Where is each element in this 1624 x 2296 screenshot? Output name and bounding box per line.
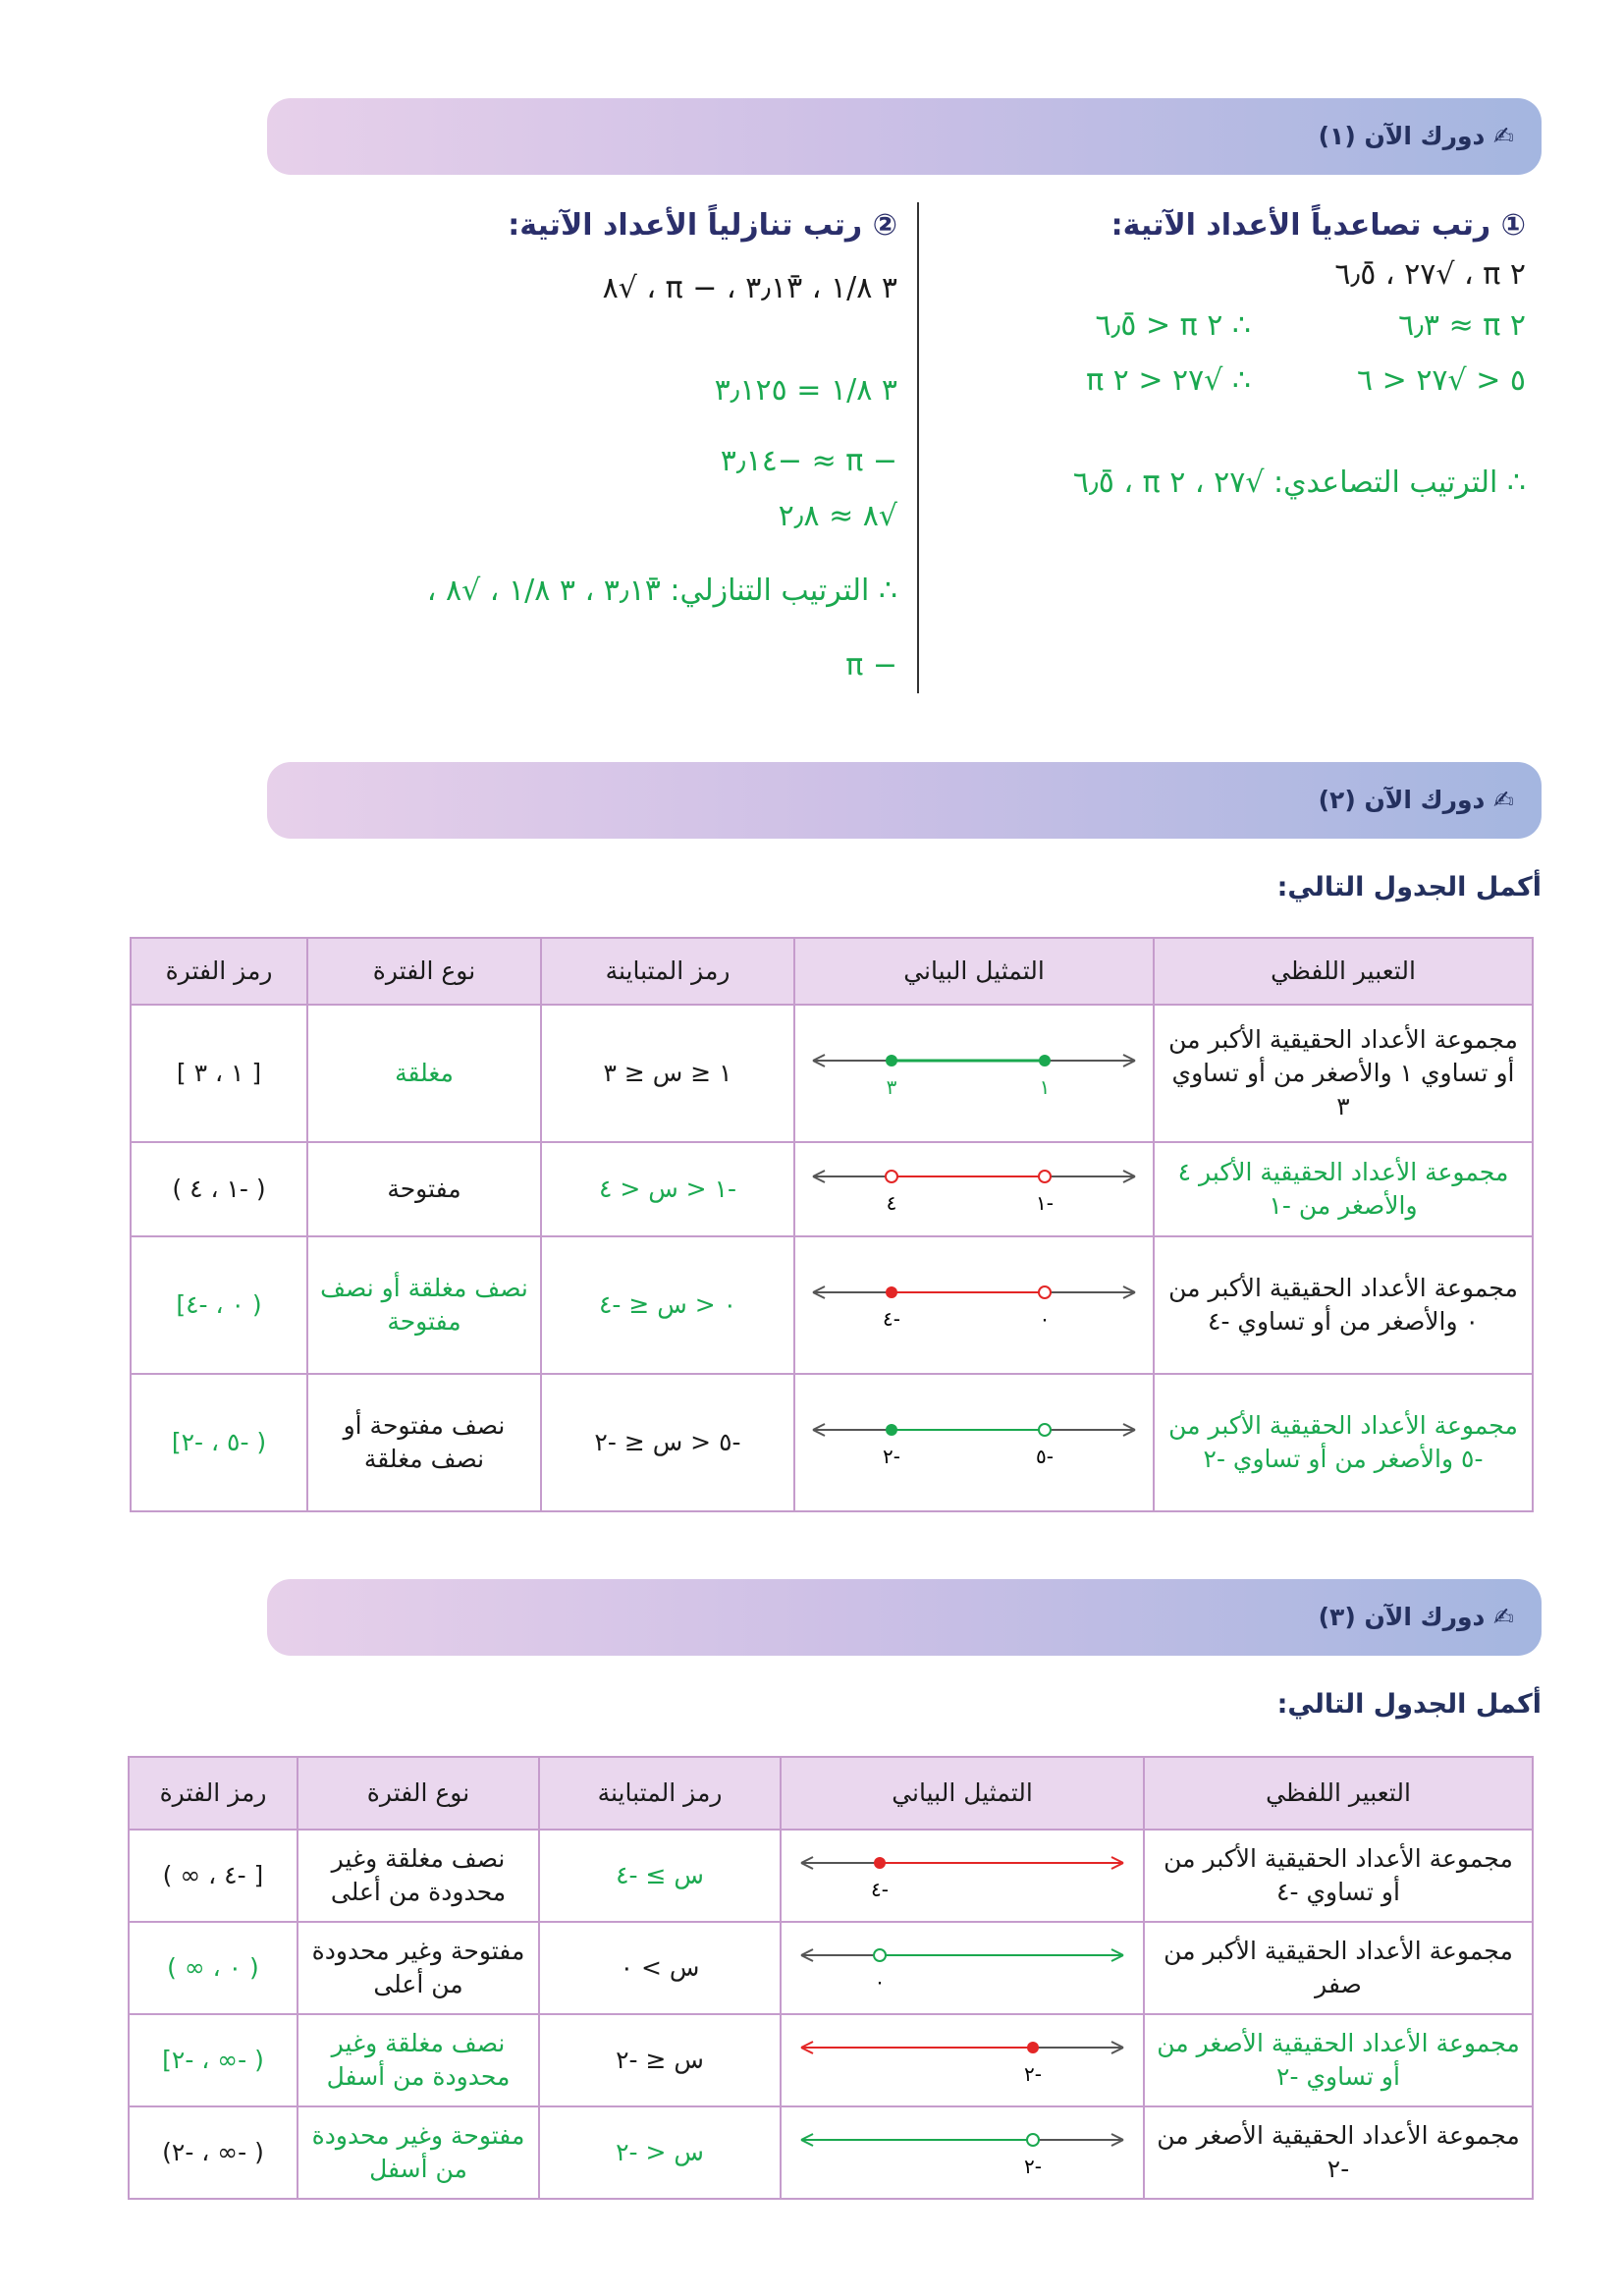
section-title-1: ✍ دورك الآن (١) bbox=[1318, 122, 1514, 150]
number-line bbox=[805, 1271, 1143, 1339]
interval-cell: ( -٥ ، -٢] bbox=[131, 1374, 307, 1511]
type-cell: مفتوحة وغير محدودة من أعلى bbox=[298, 1922, 539, 2014]
table1-subtitle: أكمل الجدول التالي: bbox=[1276, 872, 1542, 902]
table-row bbox=[131, 1236, 1533, 1374]
closed-endpoint bbox=[886, 1286, 897, 1298]
verbal-cell: مجموعة الأعداد الحقيقية الأكبر من أو تساوي -٤ bbox=[1144, 1830, 1533, 1922]
number-line bbox=[805, 1039, 1143, 1108]
inequality-cell: ٠ < س ≤ -٤ bbox=[541, 1236, 794, 1374]
col-header-interval: رمز الفترة bbox=[129, 1757, 298, 1830]
interval-cell: ( -١ ، ٤ ) bbox=[131, 1142, 307, 1236]
interval-cell: ( -∞ ، -٢) bbox=[129, 2106, 298, 2199]
verbal-cell: مجموعة الأعداد الحقيقية الأكبر ٤ والأصغر من -١ bbox=[1154, 1142, 1533, 1236]
column-divider bbox=[917, 202, 919, 693]
table-row bbox=[131, 1142, 1533, 1236]
inequality-cell: ١ ≤ س ≤ ٣ bbox=[541, 1005, 794, 1142]
number-line bbox=[805, 1408, 1143, 1477]
number-line bbox=[793, 2118, 1131, 2187]
table2-subtitle: أكمل الجدول التالي: bbox=[1276, 1689, 1542, 1720]
col-header-type: نوع الفترة bbox=[298, 1757, 539, 1830]
section-banner-1 bbox=[267, 98, 1542, 175]
closed-endpoint bbox=[1039, 1055, 1051, 1066]
endpoint-label-right: -١ bbox=[1036, 1191, 1054, 1215]
type-cell: مفتوحة bbox=[307, 1142, 541, 1236]
endpoint-label: -٢ bbox=[1024, 2062, 1042, 2086]
q2-step2: − π ≈ −٣٫١٤ bbox=[720, 444, 897, 478]
endpoint-label-left: -٤ bbox=[883, 1307, 900, 1331]
number-line bbox=[793, 2026, 1131, 2095]
verbal-cell: مجموعة الأعداد الحقيقية الأصغر من أو تساوي -٢ bbox=[1144, 2014, 1533, 2106]
endpoint-label-right: -٥ bbox=[1036, 1445, 1054, 1468]
type-cell: نصف مغلقة وغير محدودة من أعلى bbox=[298, 1830, 539, 1922]
q2-heading-text: ② رتب تنازلياً الأعداد الآتية: bbox=[508, 208, 897, 243]
type-cell: نصف مفتوحة أو نصف مغلقة bbox=[307, 1374, 541, 1511]
type-cell: نصف مغلقة وغير محدودة من أسفل bbox=[298, 2014, 539, 2106]
endpoint-label: -٤ bbox=[871, 1878, 889, 1901]
q2-numbers: ٣ ١/٨ ، ٣٫١٣̄ ، − π ، √٨ bbox=[602, 271, 897, 305]
col-header-verbal: التعبير اللفظي bbox=[1154, 938, 1533, 1005]
inequality-cell: -٥ < س ≤ -٢ bbox=[541, 1374, 794, 1511]
open-endpoint bbox=[886, 1171, 897, 1182]
q2-answer: ∴ الترتيب التنازلي: ٣٫١٣̄ ، ٣ ١/٨ ، √٨ ، bbox=[426, 574, 897, 608]
endpoint-label: ٠ bbox=[874, 1970, 886, 1994]
endpoint-label-right: ٠ bbox=[1039, 1307, 1051, 1331]
section-title-3: ✍ دورك الآن (٣) bbox=[1318, 1603, 1514, 1631]
inequality-cell: س ≤ -٢ bbox=[539, 2014, 781, 2106]
endpoint-label-left: -٢ bbox=[883, 1445, 900, 1468]
open-endpoint bbox=[1027, 2134, 1039, 2146]
type-cell: مفتوحة وغير محدودة من أسفل bbox=[298, 2106, 539, 2199]
number-line-cell bbox=[794, 1005, 1154, 1142]
intervals-table-1 bbox=[130, 937, 1534, 1512]
number-line-cell bbox=[781, 2014, 1144, 2106]
verbal-cell: مجموعة الأعداد الحقيقية الأكبر من أو تساوي ١ والأصغر من أو تساوي ٣ bbox=[1154, 1005, 1533, 1142]
inequality-cell: س > ٠ bbox=[539, 1922, 781, 2014]
number-line-cell bbox=[794, 1142, 1154, 1236]
endpoint-label: -٢ bbox=[1024, 2155, 1042, 2178]
col-header-graph: التمثيل البياني bbox=[794, 938, 1154, 1005]
interval-cell: [ ١ ، ٣ ] bbox=[131, 1005, 307, 1142]
table-row bbox=[129, 2014, 1533, 2106]
closed-endpoint bbox=[886, 1424, 897, 1436]
q1-step1a: ٢ π ≈ ٦٫٣ bbox=[1398, 308, 1526, 343]
type-cell: مغلقة bbox=[307, 1005, 541, 1142]
verbal-cell: مجموعة الأعداد الحقيقية الأكبر من -٥ والأصغر من أو تساوي -٢ bbox=[1154, 1374, 1533, 1511]
closed-endpoint bbox=[886, 1055, 897, 1066]
inequality-cell: س < -٢ bbox=[539, 2106, 781, 2199]
interval-cell: ( ٠ ، -٤] bbox=[131, 1236, 307, 1374]
col-header-type: نوع الفترة bbox=[307, 938, 541, 1005]
col-header-interval: رمز الفترة bbox=[131, 938, 307, 1005]
q1-step2b: ∴ √٢٧ < ٢ π bbox=[1086, 363, 1251, 398]
inequality-cell: س ≥ -٤ bbox=[539, 1830, 781, 1922]
number-line bbox=[793, 1934, 1131, 2002]
section-banner-2 bbox=[267, 762, 1542, 839]
number-line bbox=[805, 1155, 1143, 1224]
table-row bbox=[129, 2106, 1533, 2199]
open-endpoint bbox=[1039, 1286, 1051, 1298]
q2-step1: ٣ ١/٨ = ٣٫١٢٥ bbox=[714, 373, 897, 408]
section-title-2: ✍ دورك الآن (٢) bbox=[1318, 786, 1514, 814]
number-line-cell bbox=[781, 2106, 1144, 2199]
col-header-verbal: التعبير اللفظي bbox=[1144, 1757, 1533, 1830]
number-line bbox=[793, 1841, 1131, 1910]
interval-cell: ( -∞ ، -٢] bbox=[129, 2014, 298, 2106]
q1-step1b: ∴ ٢ π < ٦٫٥̄ bbox=[1095, 308, 1251, 343]
endpoint-label-left: ٤ bbox=[886, 1191, 897, 1215]
q1-numbers: ٢ π ، √٢٧ ، ٦٫٥̄ bbox=[1334, 257, 1526, 292]
verbal-cell: مجموعة الأعداد الحقيقية الأكبر من ٠ والأصغر من أو تساوي -٤ bbox=[1154, 1236, 1533, 1374]
open-endpoint bbox=[1039, 1424, 1051, 1436]
endpoint-label-left: ٣ bbox=[886, 1075, 897, 1099]
closed-endpoint bbox=[1027, 2042, 1039, 2053]
q1-heading: ① رتب تصاعدياً الأعداد الآتية: bbox=[1110, 208, 1526, 243]
col-header-inequality: رمز المتباينة bbox=[539, 1757, 781, 1830]
interval-cell: [ -٤ ، ∞ ) bbox=[129, 1830, 298, 1922]
type-cell: نصف مغلقة أو نصف مفتوحة bbox=[307, 1236, 541, 1374]
table-row bbox=[129, 1830, 1533, 1922]
q2-step3: √٨ ≈ ٢٫٨ bbox=[778, 499, 897, 533]
intervals-table-2 bbox=[128, 1756, 1534, 2200]
number-line-cell bbox=[794, 1374, 1154, 1511]
table-row bbox=[131, 1005, 1533, 1142]
q1-step2a: ٥ < √٢٧ < ٦ bbox=[1356, 363, 1526, 398]
endpoint-label-right: ١ bbox=[1039, 1075, 1051, 1099]
col-header-inequality: رمز المتباينة bbox=[541, 938, 794, 1005]
col-header-graph: التمثيل البياني bbox=[781, 1757, 1144, 1830]
verbal-cell: مجموعة الأعداد الحقيقية الأصغر من -٢ bbox=[1144, 2106, 1533, 2199]
section-banner-3 bbox=[267, 1579, 1542, 1656]
number-line-cell bbox=[781, 1922, 1144, 2014]
q1-answer: ∴ الترتيب التصاعدي: √٢٧ ، ٢ π ، ٦٫٥̄ bbox=[1072, 465, 1526, 500]
number-line-cell bbox=[794, 1236, 1154, 1374]
open-endpoint bbox=[1039, 1171, 1051, 1182]
inequality-cell: -١ < س < ٤ bbox=[541, 1142, 794, 1236]
verbal-cell: مجموعة الأعداد الحقيقية الأكبر من صفر bbox=[1144, 1922, 1533, 2014]
open-endpoint bbox=[874, 1949, 886, 1961]
table-row bbox=[131, 1374, 1533, 1511]
number-line-cell bbox=[781, 1830, 1144, 1922]
q2-answer-end: − π bbox=[845, 648, 897, 683]
interval-cell: ( ٠ ، ∞ ) bbox=[129, 1922, 298, 2014]
table-row bbox=[129, 1922, 1533, 2014]
closed-endpoint bbox=[874, 1857, 886, 1869]
